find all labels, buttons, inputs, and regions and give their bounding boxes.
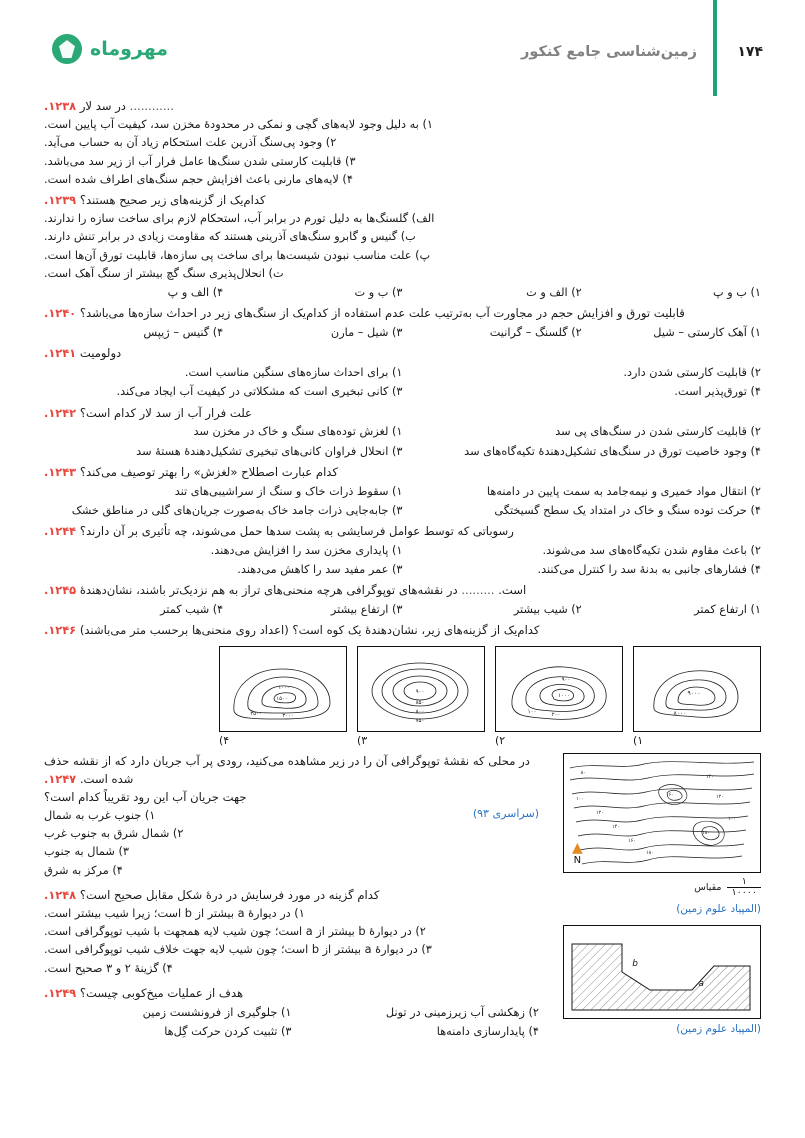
options-row-1 <box>44 364 761 382</box>
question-stem <box>44 985 539 1003</box>
option-1[interactable]: ۱) سقوط ذرات خاک و سنگ از سراشیبی‌های تند <box>174 484 403 498</box>
svg-text:۸۵۰: ۸۵۰ <box>415 699 425 706</box>
scale-denominator: ۱۰۰۰۰ <box>731 887 757 899</box>
question-stem <box>44 887 539 905</box>
svg-text:۱۰۰: ۱۰۰ <box>575 795 584 802</box>
options-row-1 <box>44 483 761 501</box>
question-1248 <box>44 887 539 978</box>
sub-statement-pe: پ) علت مناسب نبودن شیست‌ها برای ساخت پی سازه‌ها، قابلیت تورق آن‌ها است. <box>44 248 431 262</box>
option-1[interactable]: ۱) ب و پ <box>713 286 761 300</box>
contour-box-4 <box>219 646 347 732</box>
options-row-1 <box>44 542 761 560</box>
option-4[interactable]: ۴) الف و پ <box>167 286 224 300</box>
question-stem <box>44 192 761 210</box>
stem-text: رسوباتی که توسط عوامل فرسایشی به پشت سدها حمل می‌شوند، چه تأثیری بر آن دارند؟ <box>79 523 514 538</box>
option-1[interactable]: ۱) لغزش توده‌های سنگ و خاک در مخزن سد <box>193 425 403 439</box>
svg-text:b: b <box>632 958 638 969</box>
options-row-2 <box>44 1023 539 1041</box>
svg-text:۱۰۰: ۱۰۰ <box>727 815 736 822</box>
question-stem <box>44 753 539 789</box>
option-2[interactable]: ۲) وجود پی‌سنگ آذرین علت استحکام زیاد آن به حساب می‌آید. <box>44 136 337 150</box>
question-stem <box>44 345 761 363</box>
options <box>44 116 761 189</box>
option-3[interactable]: ۳) قابلیت کارستی شدن سنگ‌ها عامل فرار آب از زیر سد می‌باشد. <box>44 154 356 168</box>
option-4[interactable]: ۴) لایه‌های مارنی باعث افزایش حجم سنگ‌های اطراف شده است. <box>44 172 353 186</box>
options-row-2 <box>44 443 761 461</box>
option-4[interactable]: ۴) تورق‌پذیر است. <box>674 385 761 399</box>
option-4[interactable]: ۴) گنیس – ژیپس <box>143 326 224 340</box>
svg-text:۱۸۰: ۱۸۰ <box>645 849 654 856</box>
contour-label-4: ۴) <box>219 733 230 747</box>
question-1247 <box>44 753 539 880</box>
map-source-caption: (المپیاد علوم زمین) <box>676 902 761 915</box>
option-2[interactable]: ۲) انتقال مواد خمیری و نیمه‌جامد به سمت پایین در دامنه‌ها <box>486 484 761 498</box>
option-1[interactable]: ۱) برای احداث سازه‌های سنگین مناسب است. <box>184 366 403 380</box>
option-2[interactable]: ۲) قابلیت کارستی شدن دارد. <box>623 366 761 380</box>
map-scale <box>551 877 761 899</box>
option-3[interactable]: ۳) جابه‌جایی ذرات جامد خاک به‌صورت جریان‌های گلی در مناطق خشک <box>71 503 403 517</box>
scale-fraction <box>727 877 761 899</box>
topographic-map-figure <box>563 753 761 873</box>
options-row-1 <box>44 1004 539 1022</box>
logo-text: مهروماه <box>90 38 169 60</box>
option-2[interactable]: ۲) شیب بیشتر <box>513 602 582 616</box>
contour-option-3[interactable] <box>357 646 485 747</box>
svg-text:۱۰۰۰: ۱۰۰۰ <box>278 684 290 691</box>
logo-mark-icon <box>52 34 82 64</box>
sub-statement-alef: الف) گلسنگ‌ها به دلیل تورم در برابر آب، استحکام لازم برای ساخت سازه را ندارند. <box>44 212 435 226</box>
contour-box-1 <box>633 646 761 732</box>
stem-text: در نقشه‌های توپوگرافی هرچه منحنی‌های تراز به هم نزدیک‌تر باشند، نشان‌دهندۀ <box>79 582 458 597</box>
question-number: ۱۲۴۷. <box>44 771 77 786</box>
option-3[interactable]: ۳) شیل – مارن <box>330 326 403 340</box>
contour-label-1: ۱) <box>633 733 644 747</box>
sub-statement-te: ت) انحلال‌پذیری سنگ گچ بیشتر از سنگ آهک است. <box>44 267 284 281</box>
option-3[interactable]: ۳) کانی تبخیری است که مشکلاتی در کیفیت آب ایجاد می‌کند. <box>116 385 403 399</box>
contour-map-2 <box>496 647 622 731</box>
stem-dots: ............ <box>129 99 174 113</box>
profile-source-caption: (المپیاد علوم زمین) <box>676 1022 761 1035</box>
question-number: ۱۲۴۲. <box>44 405 77 420</box>
svg-text:۷۵۰: ۷۵۰ <box>415 717 425 724</box>
question-stem <box>44 582 761 600</box>
options <box>44 601 761 619</box>
contour-label-3: ۳) <box>357 733 368 747</box>
header-divider <box>713 0 717 96</box>
publisher-logo <box>52 34 168 64</box>
stem-text: کدام‌یک از گزینه‌های زیر، نشان‌دهندۀ یک کوه است؟ (اعداد روی منحنی‌ها برحسب متر می‌باشند) <box>79 622 540 637</box>
questions-column <box>44 753 539 1044</box>
option-3[interactable]: ۳) ب و ت <box>354 286 403 300</box>
stem-dots: ......... <box>461 582 495 597</box>
options <box>44 905 539 978</box>
options-row-1 <box>44 423 761 441</box>
contour-map-3 <box>358 647 484 731</box>
option-2[interactable]: ۲) زهکشی آب زیرزمینی در تونل <box>385 1006 539 1019</box>
question-stem <box>44 305 761 323</box>
svg-text:۱۰۰۰: ۱۰۰۰ <box>558 692 570 699</box>
option-2[interactable]: ۲) قابلیت کارستی شدن در سنگ‌های پی سد <box>555 425 761 439</box>
valley-profile <box>564 926 760 1018</box>
question-stem <box>44 464 761 482</box>
option-1[interactable]: ۱) به دلیل وجود لایه‌های گچی و نمکی در محدودهٔ مخزن سد، کیفیت آب پایین است. <box>44 117 433 131</box>
question-number: ۱۲۳۹. <box>44 193 77 208</box>
question-number: ۱۲۴۱. <box>44 346 77 361</box>
page-header <box>0 0 805 96</box>
option-4[interactable]: ۴) پایدارسازی دامنه‌ها <box>436 1025 539 1039</box>
question-number: ۱۲۴۳. <box>44 464 77 479</box>
svg-text:۳۵۰۰: ۳۵۰۰ <box>250 710 262 717</box>
stem-text: دولومیت <box>79 346 122 361</box>
question-1240 <box>44 305 761 342</box>
stem-tail: است. <box>498 582 527 597</box>
option-1[interactable]: ۱) جنوب غرب به شمال <box>44 808 156 822</box>
stem-text: کدام‌یک از گزینه‌های زیر صحیح هستند؟ <box>79 193 266 208</box>
question-number: ۱۲۴۶. <box>44 622 77 637</box>
question-number: ۱۲۴۵. <box>44 582 77 597</box>
question-stem <box>44 405 761 423</box>
option-4[interactable]: ۴) گزینۀ ۲ و ۳ صحیح است. <box>44 961 173 975</box>
option-4[interactable]: ۴) فشارهای جانبی به بدنۀ سد را کنترل می‌کنند. <box>537 562 761 576</box>
contour-option-1[interactable] <box>633 646 761 747</box>
contour-box-3 <box>357 646 485 732</box>
contour-map-4 <box>220 647 346 731</box>
stem-text: قابلیت تورق و افزایش حجم در مجاورت آب به‌ترتیب علت عدم استفاده از کدام‌یک از سنگ‌های زیر در احداث سازه‌ها می‌باشد؟ <box>79 306 685 321</box>
svg-text:۱۰۰: ۱۰۰ <box>527 708 537 715</box>
question-1244 <box>44 523 761 579</box>
option-3[interactable]: ۳) عمر مفید سد را کاهش می‌دهند. <box>237 562 403 576</box>
lower-section <box>44 753 761 1044</box>
option-1[interactable]: ۱) پایداری مخزن سد را افزایش می‌دهند. <box>210 543 403 557</box>
question-number: ۱۲۴۸. <box>44 887 77 902</box>
option-2[interactable]: ۲) در دیوارۀ b بیشتر از a است؛ چون شیب لایه همجهت با شیب توپوگرافی است. <box>44 925 426 939</box>
valley-profile-figure <box>563 925 761 1019</box>
sub-statement-be: ب) گنیس و گابرو سنگ‌های آذرینی هستند که مقاومت زیادی در برابر تنش دارند. <box>44 230 416 244</box>
question-stem <box>44 523 761 541</box>
svg-text:۱۶۰: ۱۶۰ <box>627 837 636 844</box>
exam-source-tag: (سراسری ۹۳) <box>472 806 539 820</box>
page-number: ۱۷۴ <box>737 44 763 60</box>
question-number: ۱۲۴۰. <box>44 306 77 321</box>
option-4[interactable]: ۴) حرکت توده سنگ و خاک در امتداد یک سطح گسیختگی <box>494 503 761 517</box>
sub-statements <box>44 210 761 283</box>
svg-text:۱۴۰: ۱۴۰ <box>611 823 620 830</box>
svg-text:۹۰۰: ۹۰۰ <box>561 676 571 683</box>
question-number: ۱۲۴۴. <box>44 523 77 538</box>
option-2[interactable]: ۲) شمال شرق به جنوب غرب <box>44 826 184 840</box>
option-1[interactable]: ۱) در دیوارۀ a بیشتر از b است؛ زیرا شیب بیشتر است. <box>44 906 305 920</box>
question-1241 <box>44 345 761 401</box>
question-1246 <box>44 622 761 747</box>
svg-text:۹۰۰: ۹۰۰ <box>415 688 425 695</box>
options-row-2 <box>44 561 761 579</box>
scale-numerator: ۱ <box>727 877 761 888</box>
question-number: ۱۲۳۸. <box>44 99 77 113</box>
north-arrow-icon <box>572 842 583 866</box>
question-1249 <box>44 985 539 1041</box>
svg-text:۸۰۰۰: ۸۰۰۰ <box>673 709 687 717</box>
option-4[interactable]: ۴) وجود خاصیت تورق در سنگ‌های تشکیل‌دهندهٔ تکیه‌گاه‌های سد <box>464 444 761 458</box>
contour-label-2: ۲) <box>495 733 506 747</box>
stem-text: کدام گزینه در مورد فرسایش در درۀ شکل مقابل صحیح است؟ <box>79 887 380 902</box>
figures-column <box>551 753 761 1044</box>
svg-text:۱۴۰: ۱۴۰ <box>705 773 714 780</box>
option-1[interactable]: ۱) آهک کارستی – شیل <box>653 326 761 340</box>
option-1[interactable]: ۱) جلوگیری از فرونشست زمین <box>142 1006 292 1019</box>
contour-map-1 <box>634 647 760 731</box>
contour-option-4[interactable] <box>219 646 347 747</box>
question-1242 <box>44 405 761 461</box>
option-3[interactable]: ۳) ارتفاع بیشتر <box>330 602 403 616</box>
stem-text: علت فرار آب از سد لار کدام است؟ <box>79 405 252 420</box>
question-1239 <box>44 192 761 302</box>
question-1243 <box>44 464 761 520</box>
svg-text:۸۰: ۸۰ <box>580 769 586 776</box>
question-1245 <box>44 582 761 619</box>
options <box>44 807 473 880</box>
options <box>44 324 761 342</box>
svg-text:۲۰۰: ۲۰۰ <box>551 711 561 718</box>
option-2[interactable]: ۲) باعث مقاوم شدن تکیه‌گاه‌های سد می‌شوند. <box>542 543 761 557</box>
svg-text:۱۲۰: ۱۲۰ <box>595 809 604 816</box>
book-title: زمین‌شناسی جامع کنکور <box>521 44 697 60</box>
options-row-2 <box>44 502 761 520</box>
contour-option-2[interactable] <box>495 646 623 747</box>
question-stem-line2: جهت جریان آب این رود تقریباً کدام است؟ <box>44 789 247 804</box>
option-3[interactable]: ۳) در دیوارۀ a بیشتر از b است؛ چون شیب لایه جهت خلاف شیب توپوگرافی است. <box>44 943 432 957</box>
svg-text:۱۶۰: ۱۶۰ <box>665 791 674 798</box>
stem-text: در محلی که نقشۀ توپوگرافی آن را در زیر مشاهده می‌کنید، رودی پر آب جریان دارد که از نقشه حذف شده است. <box>44 753 530 786</box>
option-3[interactable]: ۳) تثبیت کردن حرکت گِل‌ها <box>164 1025 292 1039</box>
stem-text: در سد لار <box>79 99 126 113</box>
north-arrow-glyph: ▲ <box>572 840 583 857</box>
svg-text:۹۰۰۰: ۹۰۰۰ <box>687 689 701 697</box>
scale-label: مقیاس <box>694 882 722 894</box>
option-2[interactable]: ۲) الف و ت <box>526 286 582 300</box>
option-3[interactable]: ۳) شمال به جنوب <box>44 845 129 859</box>
option-1[interactable]: ۱) ارتفاع کمتر <box>694 602 761 616</box>
stem-text: هدف از عملیات میخ‌کوبی چیست؟ <box>79 986 244 1001</box>
question-1238 <box>44 98 761 189</box>
svg-text:۱۲۰: ۱۲۰ <box>715 793 724 800</box>
option-3[interactable]: ۳) انحلال فراوان کانی‌های تبخیری تشکیل‌دهندهٔ هستهٔ سد <box>136 444 403 458</box>
svg-text:۳۰۰۰: ۳۰۰۰ <box>282 712 294 719</box>
contour-box-2 <box>495 646 623 732</box>
options-row-2 <box>44 383 761 401</box>
topographic-map <box>564 754 760 872</box>
question-number: ۱۲۴۹. <box>44 986 77 1001</box>
svg-text:۸۰۰: ۸۰۰ <box>415 708 425 715</box>
stem-text: کدام عبارت اصطلاح «لغزش» را بهتر توصیف می‌کند؟ <box>79 464 338 479</box>
option-2[interactable]: ۲) گلسنگ – گرانیت <box>489 326 582 340</box>
svg-text:۱۵۰۰: ۱۵۰۰ <box>276 695 288 702</box>
option-4[interactable]: ۴) مرکز به شرق <box>44 863 123 877</box>
question-stem <box>44 98 761 116</box>
north-label: N <box>573 854 582 866</box>
options <box>44 284 761 302</box>
contour-figure-row <box>44 646 761 747</box>
svg-text:a: a <box>698 978 704 989</box>
question-list <box>44 98 761 1124</box>
option-4[interactable]: ۴) شیب کمتر <box>160 602 224 616</box>
svg-text:۱۸۰: ۱۸۰ <box>701 829 710 836</box>
question-stem <box>44 622 761 640</box>
